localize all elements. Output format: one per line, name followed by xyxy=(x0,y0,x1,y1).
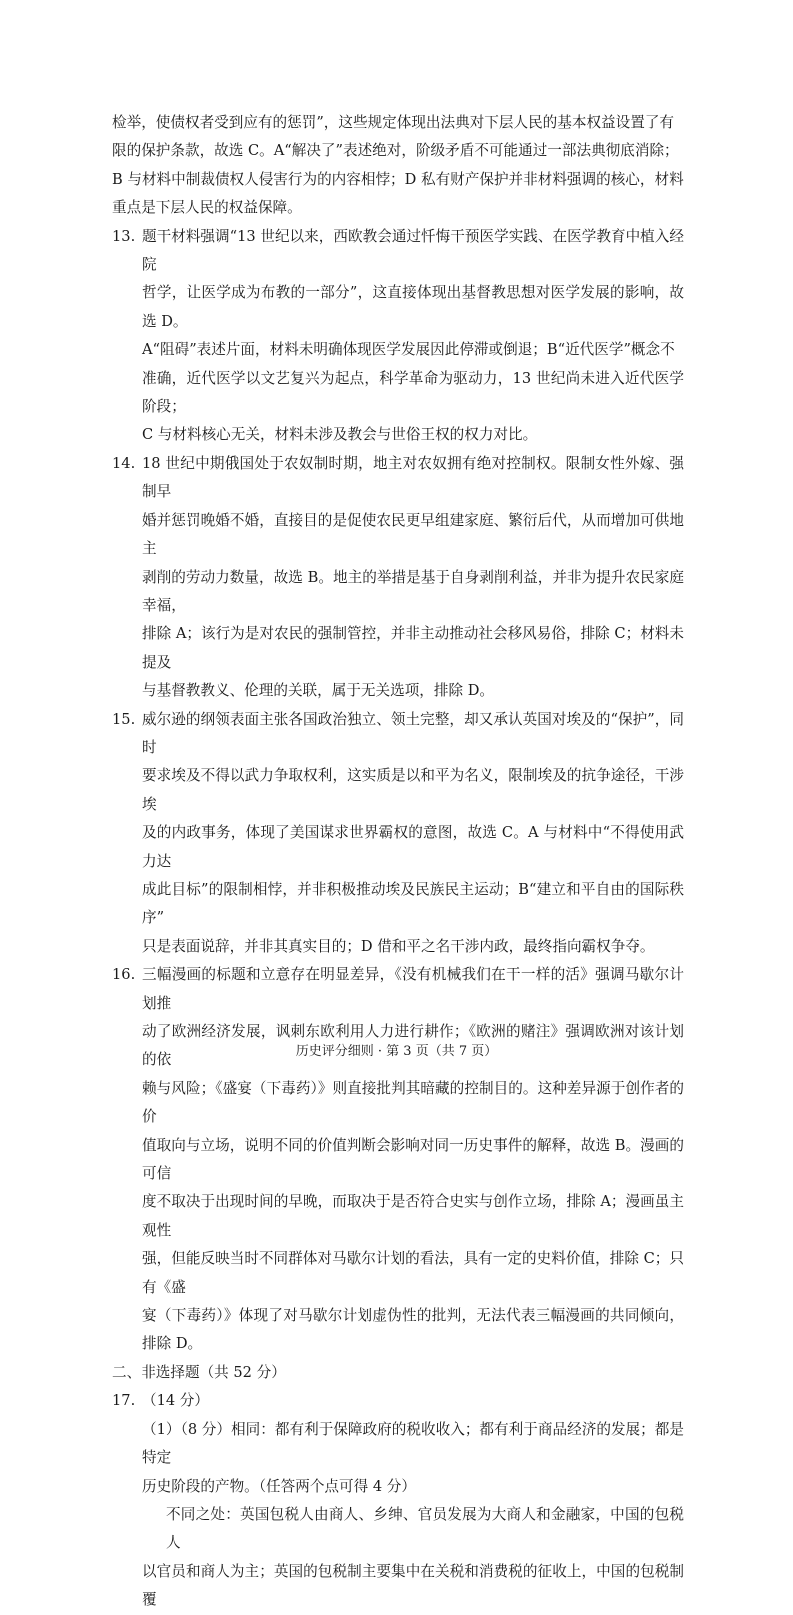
text-line: A“阻碍”表述片面，材料未明确体现医学发展因此停滞或倒退；B“近代医学”概念不 xyxy=(142,341,675,359)
page-footer: 历史评分细则 · 第 3 页（共 7 页） xyxy=(295,1044,498,1059)
answer-15 xyxy=(112,706,684,962)
answer-17-header xyxy=(112,1387,684,1415)
points-label: （14 分） xyxy=(142,1392,209,1410)
text-line: 限的保护条款，故选 C。A“解决了”表述绝对，阶级矛盾不可能通过一部法典彻底消除； xyxy=(112,142,679,160)
text-line: 宴（下毒药）》体现了对马歇尔计划虚伪性的批判，无法代表三幅漫画的共同倾向，排除 D。 xyxy=(142,1307,684,1353)
continuation-paragraph xyxy=(112,109,684,223)
text-line: 检举，使债权者受到应有的惩罚”，这些规定体现出法典对下层人民的基本权益设置了有 xyxy=(112,114,675,131)
text-line: 值取向与立场，说明不同的价值判断会影响对同一历史事件的解释，故选 B。漫画的可信 xyxy=(142,1136,684,1183)
text-line: 以官员和商人为主；英国的包税制主要集中在关税和消费税的征收上，中国的包税制覆 xyxy=(142,1562,684,1609)
text-line: 重点是下层人民的权益保障。 xyxy=(112,199,302,217)
text-line: C 与材料核心无关，材料未涉及教会与世俗王权的权力对比。 xyxy=(142,426,538,444)
text-line: 三幅漫画的标题和立意存在明显差异，《没有机械我们在干一样的活》强调马歇尔计划推 xyxy=(142,966,684,1012)
text-line: 准确，近代医学以文艺复兴为起点，科学革命为驱动力，13 世纪尚未进入近代医学阶段； xyxy=(142,369,684,416)
page-text xyxy=(112,109,684,1615)
text-line: 只是表面说辞，并非其真实目的；D 借和平之名干涉内政，最终指向霸权争夺。 xyxy=(142,937,655,955)
text-line: 动了欧洲经济发展，讽刺东欧利用人力进行耕作；《欧洲的赌注》强调欧洲对该计划的依 xyxy=(142,1023,684,1069)
text-line: 威尔逊的纲领表面主张各国政治独立、领土完整，却又承认英国对埃及的“保护”，同时 xyxy=(142,710,684,756)
text-line: 要求埃及不得以武力争取权利，这实质是以和平为名义，限制埃及的抗争途径，干涉埃 xyxy=(142,767,684,813)
text-line: 赖与风险；《盛宴（下毒药）》则直接批判其暗藏的控制目的。这种差异源于创作者的价 xyxy=(142,1079,684,1126)
section-heading: 二、非选择题（共 52 分） xyxy=(112,1363,286,1381)
answer-number: 16. xyxy=(112,966,136,984)
text-line: 不同之处：英国包税人由商人、乡绅、官员发展为大商人和金融家，中国的包税人 xyxy=(166,1505,684,1552)
answer-17-part1-differences xyxy=(112,1501,684,1615)
text-line: 与基督教教义、伦理的关联，属于无关选项，排除 D。 xyxy=(142,682,494,700)
text-line: 哲学，让医学成为布教的一部分”，这直接体现出基督教思想对医学发展的影响，故选 D。 xyxy=(142,284,684,330)
text-line: 及的内政事务，体现了美国谋求世界霸权的意图，故选 C。A 与材料中“不得使用武力达 xyxy=(142,824,684,870)
answer-number: 13. xyxy=(112,227,136,245)
answer-16 xyxy=(112,961,684,1359)
answer-17-part1 xyxy=(112,1416,684,1501)
text-line: 剥削的劳动力数量，故选 B。地主的举措是基于自身剥削利益，并非为提升农民家庭幸福， xyxy=(142,568,684,614)
text-line: 成此目标”的限制相悖，并非积极推动埃及民族民主运动；B“建立和平自由的国际秩序” xyxy=(142,880,684,927)
text-line: 排除 A；该行为是对农民的强制管控，并非主动推动社会移风易俗，排除 C；材料未提及 xyxy=(142,625,684,671)
answer-13 xyxy=(112,223,684,450)
text-line: 婚并惩罚晚婚不婚，直接目的是促使农民更早组建家庭、繁衍后代，从而增加可供地主 xyxy=(142,511,684,558)
answer-number: 17. xyxy=(112,1392,136,1410)
text-line: 度不取决于出现时间的早晚，而取决于是否符合史实与创作立场，排除 A；漫画虽主观性 xyxy=(142,1193,684,1239)
text-line: 历史阶段的产物。（任答两个点可得 4 分） xyxy=(142,1477,416,1495)
text-line: 18 世纪中期俄国处于农奴制时期，地主对农奴拥有绝对控制权。限制女性外嫁、强制早 xyxy=(142,454,684,501)
answer-number: 15. xyxy=(112,710,136,728)
text-line: 题干材料强调“13 世纪以来，西欧教会通过忏悔干预医学实践、在医学教育中植入经院 xyxy=(142,227,684,274)
text-line: B 与材料中制裁债权人侵害行为的内容相悖；D 私有财产保护并非材料强调的核心，材料 xyxy=(112,170,684,188)
text-line: （1）（8 分）相同：都有利于保障政府的税收收入；都有利于商品经济的发展；都是特定 xyxy=(142,1420,684,1467)
answer-14 xyxy=(112,450,684,706)
text-line: 强，但能反映当时不同群体对马歇尔计划的看法，具有一定的史料价值，排除 C；只有《盛 xyxy=(142,1250,684,1296)
answer-number: 14. xyxy=(112,454,136,472)
